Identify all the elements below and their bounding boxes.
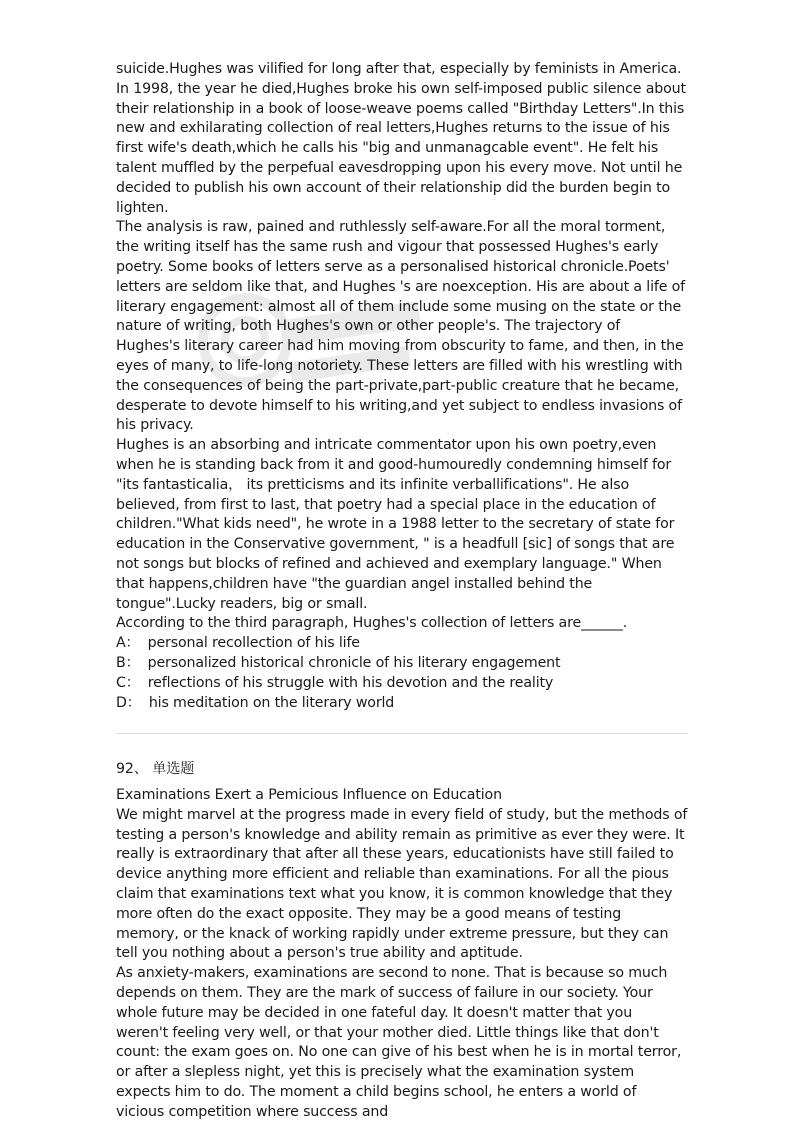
passage-paragraph: As anxiety-makers, examinations are second to none. That is because so much depends on them. They are the mark of success of failure in our society. Your whole future may be decided in one fateful day. It doesn't matter that you weren't feeling very well, or that your mother died. Little things like that don't count: the exam goes on. No one can give of his best when he is in mortal terror, or after a slepless night, yet this is precisely what the examination system expects him to do. The moment a child begins school, he enters a world of vicious competition where success and [116,965,682,1120]
option-text: personalized historical chronicle of his literary engagement [147,654,561,671]
question-number-header: 92、 单选题 [116,761,195,778]
option-a[interactable] [116,634,688,654]
section-divider [116,733,688,734]
option-text: his meditation on the literary world [148,694,395,711]
passage-paragraph: suicide.Hughes was vilified for long after that, especially by feminists in America. In 1998, the year he died,Hughes broke his own self-imposed public silence about their relationship in a book of loose-weave poems called "Birthday Letters".In this new and exhilarating collection of real letters,Hughes returns to the issue of his first wife's death,which he calls his "big and unmanagcable event". He felt his talent muffled by the perpefual eavesdropping upon his every move. Not until he decided to publish his own account of their relationship did the burden begin to lighten. [116,61,686,216]
passage-paragraph: We might marvel at the progress made in every field of study, but the methods of testing a person's knowledge and ability remain as primitive as ever they were. It really is extraordinary that after all these years, educationists have still failed to device anything more efficient and reliable than examinations. For all the pious claim that examinations text what you know, it is common knowledge that they more often do the exact opposite. They may be a good means of testing memory, or the knack of working rapidly under extreme pressure, but they can tell you nothing about a person's true ability and aptitude. [116,806,688,962]
document-page [116,60,688,1123]
option-letter: D： [116,694,141,711]
passage-paragraph: Hughes is an absorbing and intricate commentator upon his own poetry,even when he is standing back from it and good-humouredly condemning himself for "its fantasticalia， its pretticisms and its infinite verballifications". He also believed, from first to last, that poetry had a special place in the education of children."What kids need", he wrote in a 1988 letter to the secretary of state for education in the Conservative government, " is a headfull [sic] of songs that are not songs but blocks of refined and achieved and exemplary language." When that happens,children have "the guardian angel installed behind the tongue".Lucky readers, big or small. [116,437,675,612]
passage-paragraph: The analysis is raw, pained and ruthlessly self-aware.For all the moral torment, the writing itself has the same rush and vigour that possessed Hughes's early poetry. Some books of letters serve as a personalised historical chronicle.Poets' letters are seldom like that, and Hughes 's are noexception. His are about a life of literary engagement: almost all of them include some musing on the state or the nature of writing, both Hughes's own or other people's. The trajectory of Hughes's literary career had him moving from obscurity to fame, and then, in the eyes of many, to life-long notoriety. These letters are filled with his wrestling with the consequences of being the part-private,part-public creature that he became, desperate to devote himself to his writing,and yet subject to endless invasions of his privacy. [116,219,686,434]
option-b[interactable] [116,654,688,674]
option-c[interactable] [116,674,688,694]
option-d[interactable] [116,694,688,714]
question-prompt: According to the third paragraph, Hughes's collection of letters are______. [116,615,628,632]
answer-options [116,634,688,713]
option-text: reflections of his struggle with his devotion and the reality [147,674,554,691]
option-letter: B： [116,654,140,671]
option-text: personal recollection of his life [147,635,360,652]
option-letter: A： [116,635,140,652]
option-letter: C： [116,674,140,691]
passage-title: Examinations Exert a Pemicious Influence on Education [116,787,502,804]
